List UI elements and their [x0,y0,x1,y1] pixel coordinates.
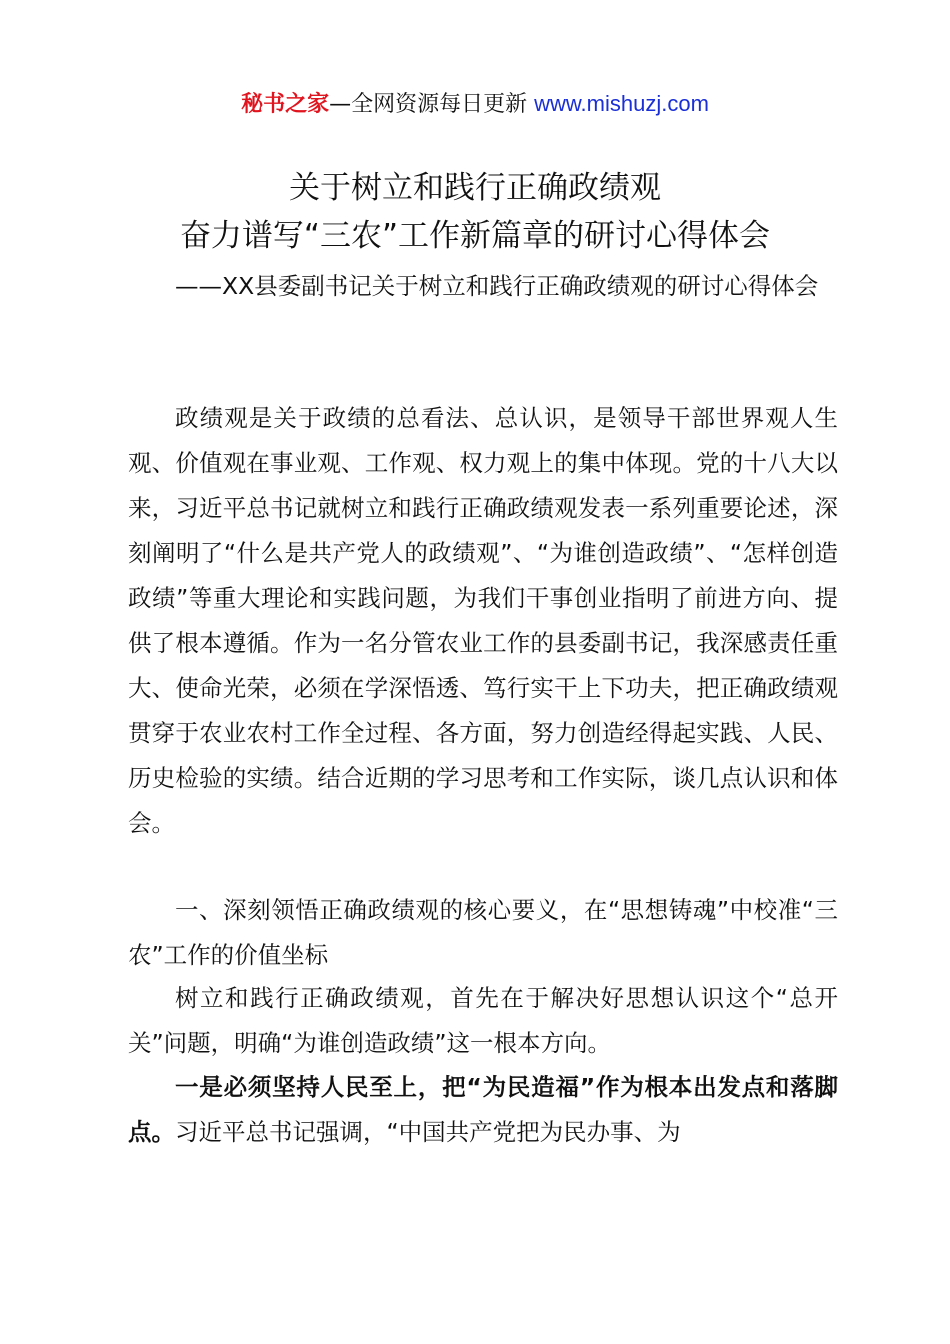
banner-tagline: —全网资源每日更新 [329,92,535,117]
point-one-lead: 一是必须坚持人民至上，把“为民造福”作为根本出发点和落脚点。 [128,1073,838,1146]
site-url-link[interactable]: www.mishuzj.com [534,91,709,116]
point-one-text: 习近平总书记强调，“中国共产党把为民办事、为 [175,1118,681,1146]
point-one-paragraph [128,1065,838,1155]
intro-paragraph: 政绩观是关于政绩的总看法、总认识，是领导干部世界观人生观、价值观在事业观、工作观、权力观上的集中体现。党的十八大以来，习近平总书记就树立和践行正确政绩观发表一系列重要论述，深刻阐明了“什么是共产党人的政绩观”、“为谁创造政绩”、“怎样创造政绩”等重大理论和实践问题，为我们干事创业指明了前进方向、提供了根本遵循。作为一名分管农业工作的县委副书记，我深感责任重大、使命光荣，必须在学深悟透、笃行实干上下功夫，把正确政绩观贯穿于农业农村工作全过程、各方面，努力创造经得起实践、人民、历史检验的实绩。结合近期的学习思考和工作实际，谈几点认识和体会。 [128,404,838,837]
brand-name: 秘书之家 [241,92,330,117]
document-title-line1: 关于树立和践行正确政绩观 [289,170,661,206]
section1-paragraph: 树立和践行正确政绩观，首先在于解决好思想认识这个“总开关”问题，明确“为谁创造政绩”这一根本方向。 [128,984,838,1057]
document-title-line2: 奋力谱写“三农”工作新篇章的研讨心得体会 [179,218,771,254]
document-subtitle: ——XX县委副书记关于树立和践行正确政绩观的研讨心得体会 [175,272,819,300]
section-heading-1: 一、深刻领悟正确政绩观的核心要义，在“思想铸魂”中校准“三农”工作的价值坐标 [128,896,838,969]
site-banner [0,88,950,121]
